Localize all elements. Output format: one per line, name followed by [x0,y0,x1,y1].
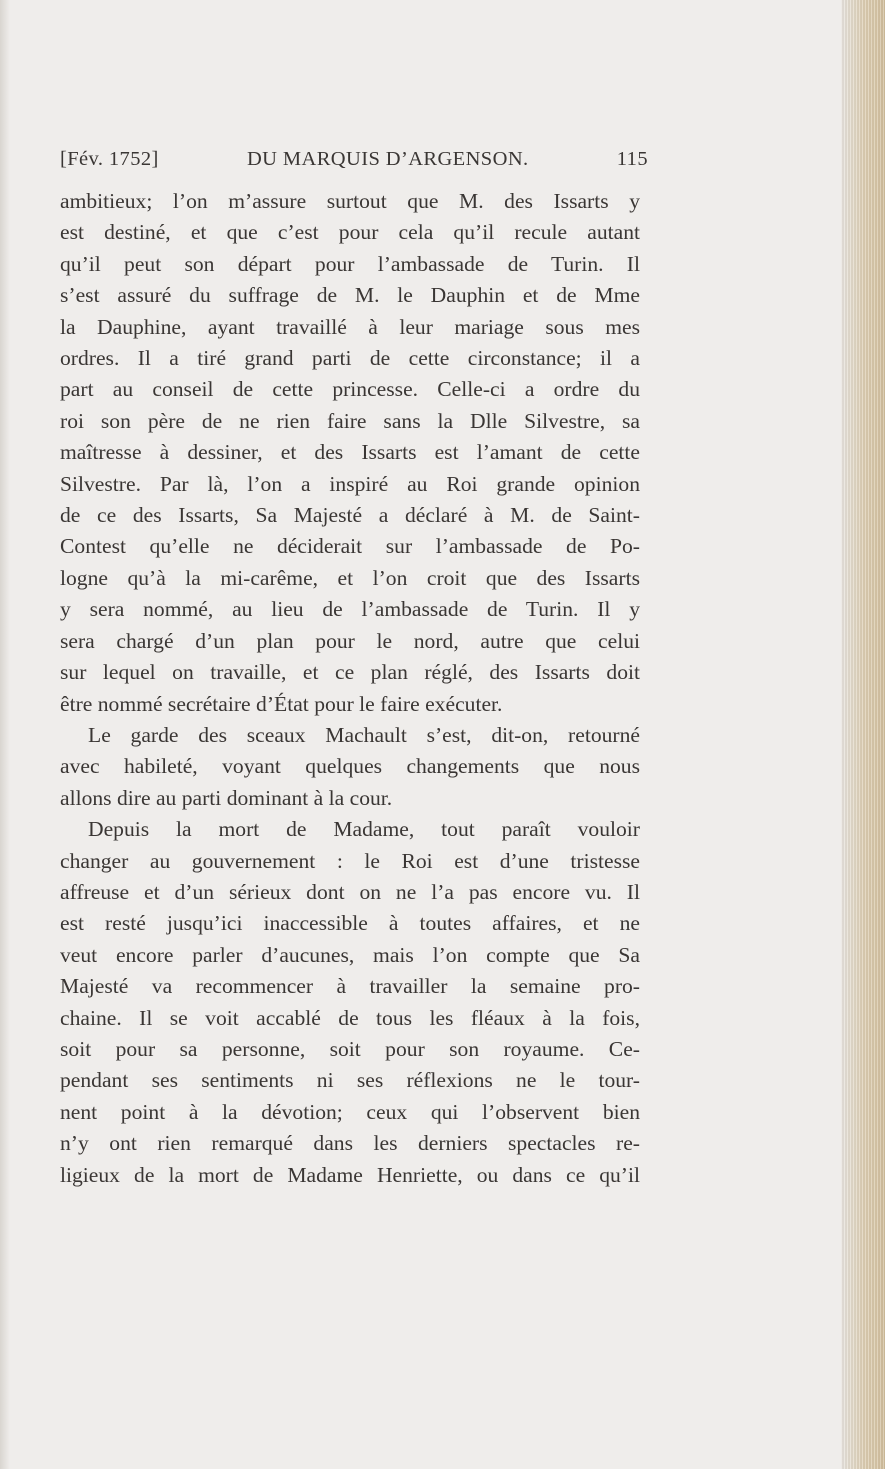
text-line: avec habileté, voyant quelques changements que nous [60,754,640,779]
text-line: est destiné, et que c’est pour cela qu’il recule autant [60,220,640,245]
text-line: être nommé secrétaire d’État pour le faire exécuter. [60,691,503,716]
running-header [60,148,648,171]
text-line: Depuis la mort de Madame, tout paraît vouloir [88,817,640,842]
book-page-edges [841,0,885,1469]
text-line: Contest qu’elle ne déciderait sur l’ambassade de Po- [60,534,640,559]
text-line: soit pour sa personne, soit pour son royaume. Ce- [60,1036,640,1061]
text-line: pendant ses sentiments ni ses réflexions ne le tour- [60,1068,640,1093]
text-line: part au conseil de cette princesse. Celle-ci a ordre du [60,377,640,402]
page-gutter-shadow [0,0,10,1469]
text-line: allons dire au parti dominant à la cour. [60,785,393,810]
header-date: [Fév. 1752] [60,148,159,170]
text-line: n’y ont rien remarqué dans les derniers spectacles re- [60,1131,640,1156]
text-line: qu’il peut son départ pour l’ambassade de Turin. Il [60,251,640,276]
text-line: nent point à la dévotion; ceux qui l’observent bien [60,1099,640,1124]
text-line: logne qu’à la mi-carême, et l’on croit que des Issarts [60,565,640,590]
text-line: y sera nommé, au lieu de l’ambassade de Turin. Il y [60,597,640,622]
text-line: ligieux de la mort de Madame Henriette, ou dans ce qu’il [60,1162,640,1187]
text-line: est resté jusqu’ici inaccessible à toutes affaires, et ne [60,911,640,936]
header-title: DU MARQUIS D’ARGENSON. [246,148,529,170]
text-line: chaine. Il se voit accablé de tous les fléaux à la fois, [60,1005,640,1030]
text-line: Le garde des sceaux Machault s’est, dit-on, retourné [88,722,640,747]
text-line: s’est assuré du suffrage de M. le Dauphin et de Mme [60,283,640,308]
text-line: Majesté va recommencer à travailler la semaine pro- [60,974,640,999]
text-line: de ce des Issarts, Sa Majesté a déclaré à M. de Saint- [60,503,640,528]
text-line: roi son père de ne rien faire sans la Dlle Silvestre, sa [60,408,640,433]
text-line: sur lequel on travaille, et ce plan réglé, des Issarts doit [60,660,640,685]
text-line: veut encore parler d’aucunes, mais l’on compte que Sa [60,942,640,967]
page-number: 115 [616,148,648,170]
text-line: changer au gouvernement : le Roi est d’une tristesse [60,848,640,873]
text-line: maîtresse à dessiner, et des Issarts est l’amant de cette [60,440,640,465]
text-line: sera chargé d’un plan pour le nord, autre que celui [60,628,640,653]
text-line: affreuse et d’un sérieux dont on ne l’a pas encore vu. Il [60,879,640,904]
text-line: Silvestre. Par là, l’on a inspiré au Roi grande opinion [60,471,640,496]
text-line: ambitieux; l’on m’assure surtout que M. des Issarts y [60,189,640,213]
body-text [60,186,640,1191]
text-line: ordres. Il a tiré grand parti de cette circonstance; il a [60,346,640,371]
text-line: la Dauphine, ayant travaillé à leur mariage sous mes [60,314,640,339]
